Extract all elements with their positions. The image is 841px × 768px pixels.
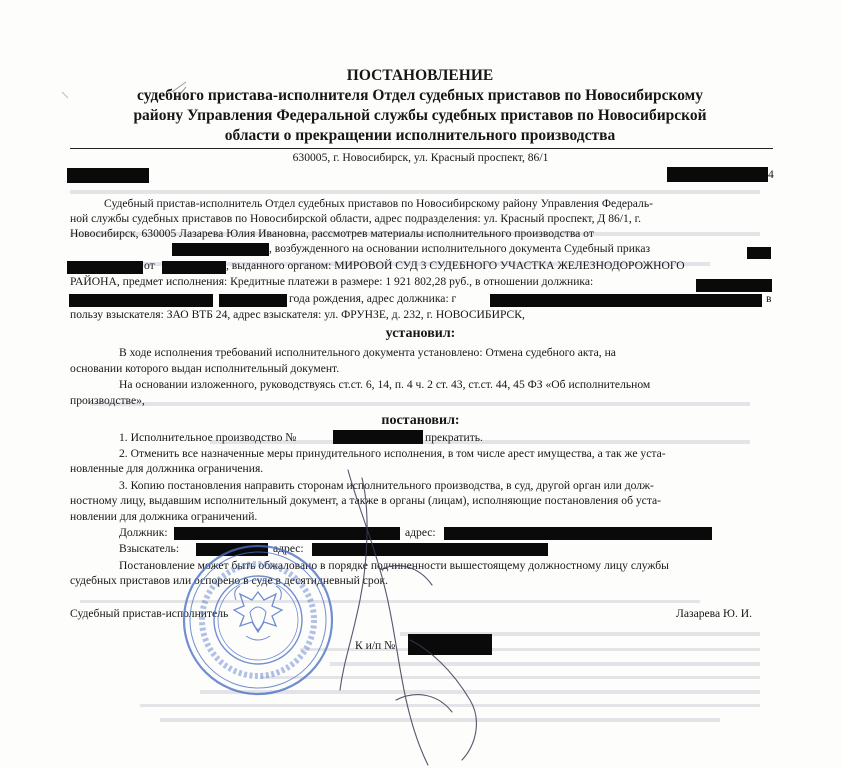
resolved-item-3-line-3: новлении для должника ограничений. xyxy=(70,510,258,523)
bailiff-name: Лазарева Ю. И. xyxy=(676,607,753,620)
redacted-proceeding-date xyxy=(172,243,269,256)
redacted-date xyxy=(67,168,149,183)
intro-line-1: Судебный пристав-исполнитель Отдел судебных приставов по Новосибирскому району Управления Федераль- xyxy=(104,197,653,210)
intro-line-6: РАЙОНА, предмет исполнения: Кредитные платежи в размере: 1 921 802,28 руб., в отношении должника: xyxy=(70,275,594,288)
header-divider xyxy=(70,148,773,149)
resolved-item-1-end: прекратить. xyxy=(425,431,483,444)
redacted-proceeding-number xyxy=(333,430,423,444)
case-number-tail: 4 xyxy=(768,168,774,181)
debtor-address-label: адрес: xyxy=(405,526,436,539)
intro-line-2: ной службы судебных приставов по Новосибирской области, адрес подразделения: ул. Красный проспект, Д 86/1, г. xyxy=(70,212,641,225)
redacted-order-number xyxy=(747,247,771,259)
redacted-order-number-cont xyxy=(67,261,143,274)
redacted-proceeding-code xyxy=(408,634,492,655)
claimant-address-label: адрес: xyxy=(273,542,304,555)
redacted-case-number xyxy=(667,167,768,182)
redacted-debtor-name xyxy=(696,279,772,292)
department-address: 630005, г. Новосибирск, ул. Красный проспект, 86/1 xyxy=(292,151,549,164)
redacted-debtor-full-name xyxy=(174,527,400,540)
intro-line-3: Новосибирск, 630005 Лазарева Юлия Ивановна, рассмотрев материалы исполнительного производства от xyxy=(70,227,594,240)
redacted-debtor-full-address xyxy=(444,527,712,540)
redacted-debtor-birth-date xyxy=(219,294,287,307)
resolved-heading: постановил: xyxy=(381,413,460,428)
resolved-item-3-line-1: 3. Копию постановления направить сторонам исполнительного производства, в суд, другой орган или долж- xyxy=(119,479,654,492)
debtor-label: Должник: xyxy=(119,526,168,539)
established-line-1: В ходе исполнения требований исполнительного документа установлено: Отмена судебного акта, на xyxy=(119,346,616,359)
subtitle-line-3: области о прекращении исполнительного производства xyxy=(224,127,616,144)
resolved-item-2-line-2: новленные для должника ограничения. xyxy=(70,462,264,475)
established-line-3: На основании изложенного, руководствуясь ст.ст. 6, 14, п. 4 ч. 2 ст. 43, ст.ст. 44, 45 ФЗ «Об исполнительном xyxy=(119,378,651,391)
intro-line-7-birth: года рождения, адрес должника: г xyxy=(289,292,457,305)
document-title: ПОСТАНОВЛЕНИЕ xyxy=(346,67,494,84)
resolved-item-3-line-2: ностному лицу, выдавшим исполнительный документ, а также в органы (лицам), исполняющие постановления об уста- xyxy=(70,494,662,507)
established-line-4: производстве», xyxy=(70,394,145,407)
established-line-2: основании которого выдан исполнительный документ. xyxy=(70,362,340,375)
resolved-item-1: 1. Исполнительное производство № xyxy=(119,431,297,444)
appeal-line-2: судебных приставов или оспорено в суде в десятидневный срок. xyxy=(70,574,389,587)
subtitle-line-1: судебного пристава-исполнителя Отдел судебных приставов по Новосибирскому xyxy=(137,87,703,104)
intro-line-5-from: от xyxy=(144,259,155,272)
proceeding-code-label: К и/п № xyxy=(355,639,396,652)
established-heading: установил: xyxy=(385,326,456,341)
appeal-line-1: Постановление может быть обжаловано в порядке подчиненности вышестоящему должностному лицу службы xyxy=(119,559,669,572)
redacted-debtor-name-cont xyxy=(69,294,213,307)
redacted-order-date xyxy=(162,261,226,274)
subtitle-line-2: району Управления Федеральной службы судебных приставов по Новосибирской xyxy=(133,107,707,124)
redacted-claimant-name xyxy=(196,543,268,556)
intro-line-7-in: в xyxy=(766,292,772,305)
redacted-debtor-address xyxy=(490,294,762,307)
resolved-item-2-line-1: 2. Отменить все назначенные меры принудительного исполнения, в том числе арест имущества, а так же уста- xyxy=(119,447,666,460)
redacted-claimant-address xyxy=(312,543,548,556)
intro-line-5-court: , выданного органом: МИРОВОЙ СУД 3 СУДЕБНОГО УЧАСТКА ЖЕЛЕЗНОДОРОЖНОГО xyxy=(226,259,685,272)
bailiff-role: Судебный пристав-исполнитель xyxy=(70,607,229,620)
intro-line-8: пользу взыскателя: ЗАО ВТБ 24, адрес взыскателя: ул. ФРУНЗЕ, д. 232, г. НОВОСИБИРСК, xyxy=(70,308,525,321)
intro-line-4: , возбужденного на основании исполнительного документа Судебный приказ xyxy=(269,242,651,255)
claimant-label: Взыскатель: xyxy=(119,542,180,555)
